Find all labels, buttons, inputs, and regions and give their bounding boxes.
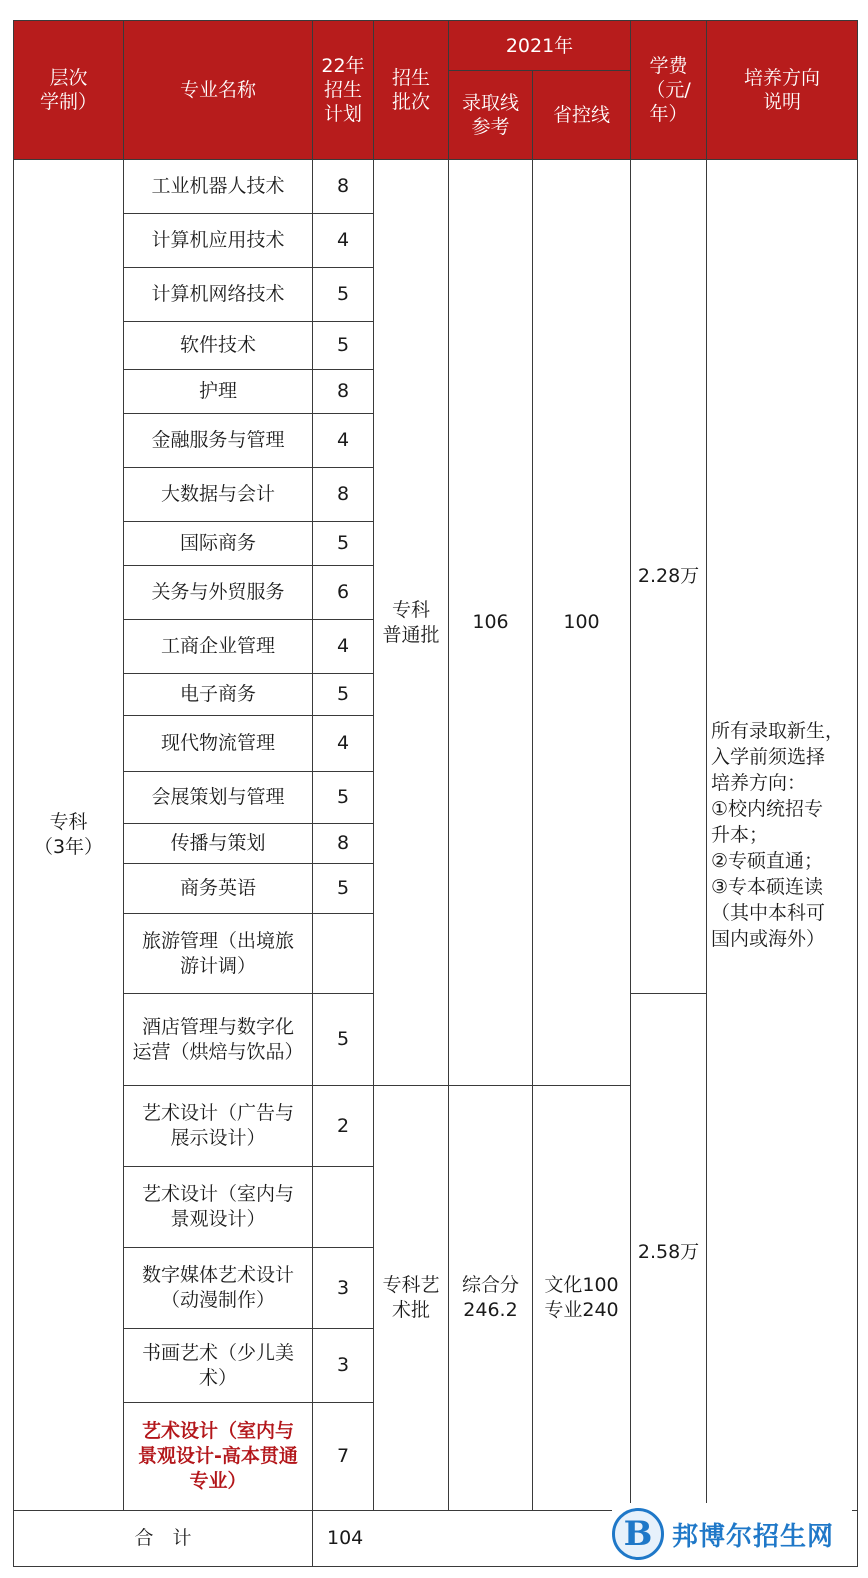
fee-regular: 2.28万	[631, 160, 707, 994]
prov-line-regular: 100	[533, 160, 631, 1086]
major-name: 计算机网络技术	[124, 268, 313, 322]
major-name-highlight: 艺术设计（室内与 景观设计-高本贯通 专业）	[124, 1403, 313, 1511]
major-plan: 5	[313, 674, 374, 716]
major-plan: 8	[313, 468, 374, 522]
major-name: 电子商务	[124, 674, 313, 716]
major-name: 艺术设计（室内与 景观设计）	[124, 1167, 313, 1248]
major-plan: 4	[313, 620, 374, 674]
header-year: 2021年	[449, 21, 631, 71]
major-plan: 6	[313, 566, 374, 620]
major-plan: 3	[313, 1329, 374, 1403]
header-major: 专业名称	[124, 21, 313, 160]
major-plan	[313, 1167, 374, 1248]
header-fee: 学费 （元/年）	[631, 21, 707, 160]
major-name: 数字媒体艺术设计 （动漫制作）	[124, 1248, 313, 1329]
major-plan: 8	[313, 824, 374, 864]
header-line-ref: 录取线 参考	[449, 71, 533, 160]
header-direction: 培养方向 说明	[707, 21, 858, 160]
major-name: 酒店管理与数字化 运营（烘焙与饮品）	[124, 994, 313, 1086]
line-ref-regular: 106	[449, 160, 533, 1086]
major-name: 工业机器人技术	[124, 160, 313, 214]
direction-note: 所有录取新生， 入学前须选择 培养方向： ①校内统招专 升本； ②专硕直通； ③专本硕连读 （其中本科可 国内或海外）	[707, 160, 858, 1511]
major-plan: 4	[313, 414, 374, 468]
major-name: 护理	[124, 370, 313, 414]
major-plan: 8	[313, 160, 374, 214]
major-name: 现代物流管理	[124, 716, 313, 772]
major-name: 艺术设计（广告与 展示设计）	[124, 1086, 313, 1167]
major-plan: 5	[313, 864, 374, 914]
major-plan: 7	[313, 1403, 374, 1511]
header-level: 层次 学制）	[14, 21, 124, 160]
major-name: 关务与外贸服务	[124, 566, 313, 620]
line-ref-art: 综合分 246.2	[449, 1086, 533, 1511]
header-plan: 22年 招生 计划	[313, 21, 374, 160]
watermark-text: 邦博尔招生网	[672, 1521, 835, 1552]
header-prov-line: 省控线	[533, 71, 631, 160]
major-name: 金融服务与管理	[124, 414, 313, 468]
total-label: 合 计	[14, 1511, 313, 1567]
major-plan: 3	[313, 1248, 374, 1329]
watermark	[612, 1503, 852, 1565]
major-name: 大数据与会计	[124, 468, 313, 522]
major-plan: 5	[313, 522, 374, 566]
fee-art: 2.58万	[631, 994, 707, 1511]
major-plan: 4	[313, 716, 374, 772]
major-name: 旅游管理（出境旅 游计调）	[124, 914, 313, 994]
major-name: 计算机应用技术	[124, 214, 313, 268]
major-plan: 4	[313, 214, 374, 268]
batch-art: 专科艺 术批	[374, 1086, 449, 1511]
major-plan: 5	[313, 322, 374, 370]
watermark-logo: B	[612, 1508, 664, 1560]
major-name: 会展策划与管理	[124, 772, 313, 824]
major-name: 软件技术	[124, 322, 313, 370]
major-plan: 5	[313, 268, 374, 322]
header-batch: 招生 批次	[374, 21, 449, 160]
major-name: 传播与策划	[124, 824, 313, 864]
major-name: 国际商务	[124, 522, 313, 566]
major-name: 商务英语	[124, 864, 313, 914]
level-cell: 专科 （3年）	[14, 160, 124, 1511]
major-name: 书画艺术（少儿美 术）	[124, 1329, 313, 1403]
major-plan	[313, 914, 374, 994]
prov-line-art: 文化100 专业240	[533, 1086, 631, 1511]
admission-plan-table	[13, 20, 858, 1567]
major-name: 工商企业管理	[124, 620, 313, 674]
total-value: 104	[313, 1511, 858, 1567]
major-plan: 5	[313, 994, 374, 1086]
major-plan: 5	[313, 772, 374, 824]
major-plan: 2	[313, 1086, 374, 1167]
major-plan: 8	[313, 370, 374, 414]
batch-regular: 专科 普通批	[374, 160, 449, 1086]
